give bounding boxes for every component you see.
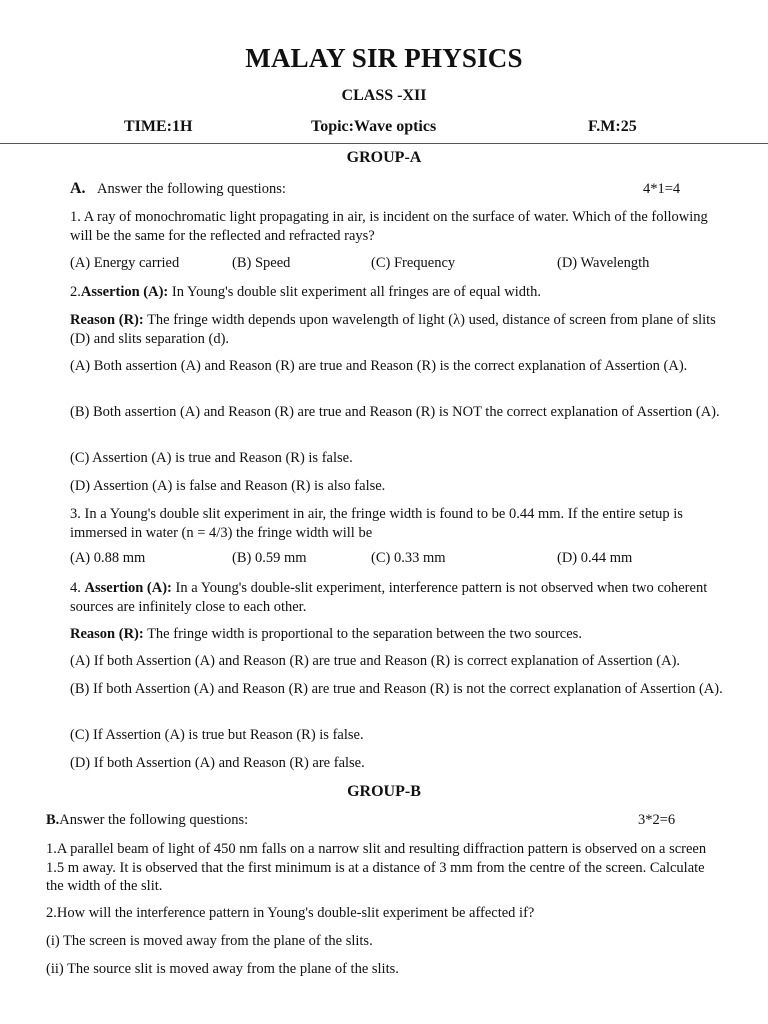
assertion-text: In Young's double slit experiment all fringes are of equal width. xyxy=(168,284,541,300)
reason-label: Reason (R): xyxy=(70,312,144,328)
section-b-header xyxy=(46,812,248,829)
reason-text: The fringe width depends upon wavelength of light (λ) used, distance of screen from plane of slits (D) and slits separation (d). xyxy=(70,312,716,347)
question-a1-option-c: (C) Frequency xyxy=(371,255,456,271)
question-a2-option-b: (B) Both assertion (A) and Reason (R) are true and Reason (R) is NOT the correct explanation of Assertion (A). xyxy=(70,404,720,420)
assertion-text: In a Young's double-slit experiment, interference pattern is not observed when two coherent sources are infinitely close to each other. xyxy=(70,580,708,615)
section-b-marks: 3*2=6 xyxy=(638,812,676,828)
section-b-letter: B. xyxy=(46,812,60,828)
question-b2: 2.How will the interference pattern in Young's double-slit experiment be affected if? xyxy=(46,905,535,921)
question-a2-option-a: (A) Both assertion (A) and Reason (R) are true and Reason (R) is the correct explanation of Assertion (A). xyxy=(70,358,688,374)
section-a-letter: A. xyxy=(70,180,86,197)
question-b1: 1.A parallel beam of light of 450 nm falls on a narrow slit and resulting diffraction pattern is observed on a screen 1.5 m away. It is observed that the first minimum is at a distance of 3 mm from the centre of the screen. Calculate the width of the slit. xyxy=(46,841,707,894)
reason-text: The fringe width is proportional to the separation between the two sources. xyxy=(143,626,582,642)
header-divider xyxy=(0,143,768,144)
question-a1-option-a: (A) Energy carried xyxy=(70,255,180,271)
section-b-instruction: Answer the following questions: xyxy=(59,812,249,828)
topic-label: Topic:Wave optics xyxy=(311,118,437,135)
reason-label: Reason (R): xyxy=(70,626,144,642)
question-a4-reason xyxy=(70,625,730,644)
question-a2-assertion xyxy=(70,283,730,302)
question-number: 4. xyxy=(70,580,85,596)
group-b-heading: GROUP-B xyxy=(347,783,421,800)
question-a3: 3. In a Young's double slit experiment in air, the fringe width is found to be 0.44 mm. If the entire setup is immersed in water (n = 4/3) the fringe width will be xyxy=(70,506,683,541)
question-b2-part-i: (i) The screen is moved away from the plane of the slits. xyxy=(46,933,373,949)
question-a3-option-d: (D) 0.44 mm xyxy=(557,550,633,566)
question-a3-option-b: (B) 0.59 mm xyxy=(232,550,307,566)
question-a1-option-d: (D) Wavelength xyxy=(557,255,650,271)
question-number: 2. xyxy=(70,284,81,300)
question-a2-option-c: (C) Assertion (A) is true and Reason (R) is false. xyxy=(70,450,353,466)
question-a1-option-b: (B) Speed xyxy=(232,255,291,271)
assertion-label: Assertion (A): xyxy=(80,284,169,300)
question-b2-part-ii: (ii) The source slit is moved away from the plane of the slits. xyxy=(46,961,399,977)
question-a3-option-c: (C) 0.33 mm xyxy=(371,550,446,566)
full-marks-label: F.M:25 xyxy=(588,118,637,135)
section-a-marks: 4*1=4 xyxy=(643,181,681,197)
question-a4-option-d: (D) If both Assertion (A) and Reason (R) are false. xyxy=(70,755,365,771)
question-a4-option-b: (B) If both Assertion (A) and Reason (R) are true and Reason (R) is not the correct explanation of Assertion (A). xyxy=(70,681,723,697)
class-label: CLASS -XII xyxy=(341,87,427,104)
question-a1: 1. A ray of monochromatic light propagating in air, is incident on the surface of water. Which of the following will be the same for the reflected and refracted rays? xyxy=(70,209,708,244)
question-a3-option-a: (A) 0.88 mm xyxy=(70,550,146,566)
question-a2-reason xyxy=(70,311,730,348)
section-a-instruction: Answer the following questions: xyxy=(97,181,286,197)
question-a4-assertion xyxy=(70,579,730,616)
question-a2-option-d: (D) Assertion (A) is false and Reason (R) is also false. xyxy=(70,478,386,494)
question-a4-option-c: (C) If Assertion (A) is true but Reason (R) is false. xyxy=(70,727,364,743)
assertion-label: Assertion (A): xyxy=(84,580,172,596)
question-a4-option-a: (A) If both Assertion (A) and Reason (R) are true and Reason (R) is correct explanation of Assertion (A). xyxy=(70,653,681,669)
page-title: MALAY SIR PHYSICS xyxy=(245,43,523,73)
group-a-heading: GROUP-A xyxy=(346,149,422,166)
time-label: TIME:1H xyxy=(124,118,193,135)
